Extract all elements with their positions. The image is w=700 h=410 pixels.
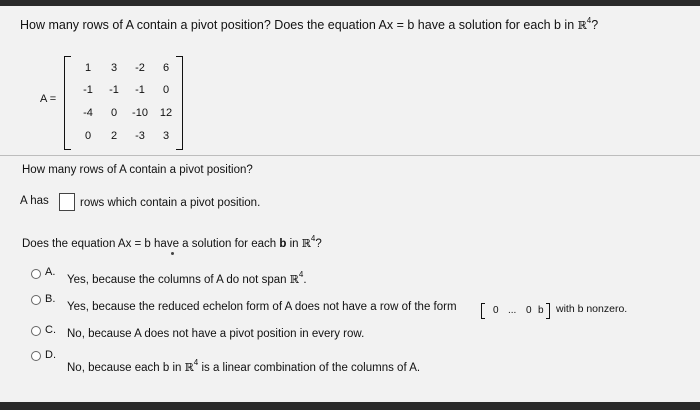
option-a-text[interactable] (67, 270, 307, 286)
matrix-cell: 0 (162, 84, 170, 96)
row-vector-right-bracket (546, 303, 550, 319)
option-d-text-a: No, because each b in (67, 362, 185, 374)
row-vector-entry: ... (508, 305, 517, 316)
option-c-letter: C. (45, 324, 56, 336)
option-d-radio[interactable] (31, 351, 41, 361)
part1-question: How many rows of A contain a pivot position? (22, 164, 253, 176)
option-a-space: ℝ (289, 273, 299, 286)
pivot-rows-answer-box[interactable] (59, 193, 75, 211)
part2-question-mid: in (286, 238, 302, 250)
matrix-label: A = (40, 93, 57, 105)
matrix-cell: 2 (110, 130, 118, 142)
option-c-text[interactable]: No, because A does not have a pivot position in every row. (67, 328, 365, 340)
part2-question (22, 234, 322, 250)
matrix-cell: 3 (162, 130, 170, 142)
matrix-cell: 0 (110, 107, 118, 119)
option-d-text-b: is a linear combination of the columns of A. (198, 362, 421, 374)
matrix-cell: 6 (162, 62, 170, 74)
option-a-radio[interactable] (31, 269, 41, 279)
part2-space: ℝ (301, 237, 311, 250)
question-space: ℝ (577, 19, 587, 32)
option-a-text-main: Yes, because the columns of A do not span (67, 274, 290, 286)
part2-tail: ? (315, 238, 322, 250)
matrix-cell: -3 (135, 130, 145, 142)
matrix-cell: -1 (109, 84, 119, 96)
part2-exponent: 4 (310, 234, 316, 243)
matrix-cell: -4 (83, 107, 93, 119)
option-b-letter: B. (45, 293, 56, 305)
separator-dot (171, 252, 174, 255)
matrix-cell: 1 (84, 62, 92, 74)
option-b-end: with b nonzero. (556, 303, 628, 315)
row-vector-entry: 0 (493, 305, 499, 316)
option-a-end: . (303, 274, 307, 286)
part2-b: b (279, 238, 287, 250)
question-panel (0, 6, 700, 402)
part1-prefix: A has (20, 195, 49, 207)
option-a-letter: A. (45, 266, 56, 278)
matrix-cell: -1 (83, 84, 93, 96)
matrix-cell: 0 (84, 130, 92, 142)
matrix-cell: -1 (135, 84, 145, 96)
question-exponent: 4 (586, 16, 592, 25)
option-d-space: ℝ (184, 361, 194, 374)
row-vector-entry: b (538, 305, 544, 316)
question-text (20, 16, 598, 32)
option-d-exponent: 4 (193, 358, 199, 367)
matrix-cell: 12 (159, 107, 173, 119)
question-intro: How many rows of A contain a pivot position? Does the equation Ax = b have a solution for each b in (20, 18, 578, 32)
matrix-cell: 3 (110, 62, 118, 74)
option-b-text[interactable]: Yes, because the reduced echelon form of A does not have a row of the form (67, 301, 457, 313)
option-c-radio[interactable] (31, 326, 41, 336)
matrix-left-bracket (64, 56, 71, 150)
part1-suffix: rows which contain a pivot position. (80, 197, 261, 209)
option-b-radio[interactable] (31, 295, 41, 305)
option-d-text[interactable] (67, 358, 420, 374)
matrix-cell: -2 (135, 62, 145, 74)
row-vector-entry: 0 (526, 305, 532, 316)
question-tail: ? (591, 18, 599, 32)
part2-question-prefix: Does the equation Ax = b have a solution for each (22, 238, 280, 250)
option-a-exponent: 4 (298, 270, 304, 279)
row-vector-left-bracket (481, 303, 485, 319)
option-d-letter: D. (45, 349, 56, 361)
matrix-cell: -10 (132, 107, 148, 119)
divider (0, 155, 700, 156)
